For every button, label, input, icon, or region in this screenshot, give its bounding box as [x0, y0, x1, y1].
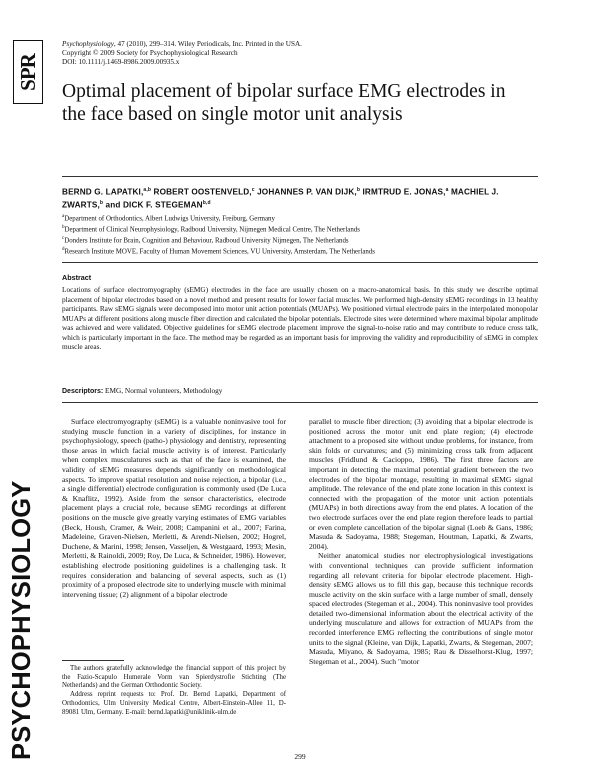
affiliation-mark: a [62, 214, 65, 220]
author-affil-mark: a [445, 187, 449, 193]
affiliation-text: Research Institute MOVE, Faculty of Human Movement Sciences, VU University, Amsterdam, The Netherlands [64, 248, 375, 256]
acknowledgment-note: The authors gratefully acknowledge the financial support of this project by the Fazio-Scapulo Humerale Vorm van Spierdystrofie Stichting (The Netherlands) and the German Orthodontic Society. [62, 665, 286, 690]
author-name: and DICK F. STEGEMAN [103, 200, 203, 210]
affiliation [62, 224, 542, 235]
journal-name: Psychophysiology [62, 40, 114, 48]
author-affil-mark: b [99, 200, 104, 207]
citation-line [62, 40, 302, 49]
descriptors-label: Descriptors: [62, 388, 104, 395]
author-affil-mark: b [356, 187, 361, 193]
abstract-top-divider [62, 262, 538, 263]
affiliation-text: Department of Clinical Neurophysiology, Radboud University, Nijmegen Medical Centre, The Netherlands [64, 226, 360, 234]
publication-info [62, 40, 302, 68]
abstract-heading: Abstract [62, 273, 92, 282]
affiliation-list [62, 213, 542, 256]
copyright-line: Copyright © 2009 Society for Psychophysiological Research [62, 49, 238, 58]
author-affil-mark: b,d [202, 200, 211, 207]
body-paragraph: Neither anatomical studies nor electrophysiological investigations with conventional techniques can provide sufficient information regarding all relevant criteria for bipolar electrode placement. High-density sEMG allows us to fill this gap, because this technique records muscle activity on the skin surface with a large number of small, densely spaced electrodes (Stegeman et al., 2004). This noninvasive tool provides detailed two-dimensional information about the electrical activity of the underlying musculature and allows for extraction of MUAPs from the recorded interference EMG reflecting the contributions of single motor units to the signal (Kleine, van Dijk, Lapatki, Zwarts, & Stegeman, 2007; Masuda, Miyano, & Sadoyama, 1985; Rau & Disselhorst-Klug, 1997; Stegeman et al., 2004). Such "motor [309, 551, 533, 666]
affiliation-mark: b [62, 225, 65, 231]
body-paragraph: Surface electromyography (sEMG) is a valuable noninvasive tool for studying muscle function in a variety of disciplines, for instance in psychophysiology, speech (patho-) physiology and dentistry, representing those areas in which facial muscle activity is of interest. Particularly when complex musculatures such as that of the face is examined, the validity of sEMG measures depends significantly on methodological aspects. To improve spatial resolution and noise rejection, a bipolar (i.e., a single differential) electrode configuration is commonly used (De Luca & Knaflitz, 1992). Aside from the sensor characteristics, electrode placement plays a crucial role, because sEMG recordings at different positions on the muscle give greatly varying estimates of EMG variables (Beck, Housh, Cramer, & Weir, 2008; Campanini et al., 2007; Farina, Madeleine, Graven-Nielsen, Merletti, & Arendt-Nielsen, 2002; Hogrel, Duchene, & Marini, 1998; Jensen, Vasseljen, & Westgaard, 1993; Mesin, Merletti, & Rainoldi, 2009; Roy, De Luca, & Schneider, 1986). However, establishing electrode positioning guidelines is a challenging task. It requires consideration and balancing of several aspects, such as (1) proximity of a proposed electrode site to underlying muscle with minimal intervening tissue; (2) alignment of a bipolar electrode [62, 417, 286, 599]
article-title: Optimal placement of bipolar surface EMG electrodes in the face based on single motor unit analysis [62, 81, 506, 125]
affiliation-mark: d [62, 246, 65, 252]
affiliation [62, 213, 542, 224]
author-name: BERND G. LAPATKI, [62, 187, 144, 197]
abstract-bottom-divider [62, 402, 538, 403]
citation-details: , 47 (2010), 299–314. Wiley Periodicals, Inc. Printed in the USA. [113, 40, 302, 48]
body-paragraph: parallel to muscle fiber direction; (3) avoiding that a bipolar electrode is positioned across the motor unit end plate region; (4) electrode attachment to a proposed site without undue problems, for instance, from skin folds or curvatures; and (5) minimizing cross talk from adjacent muscles (Fridlund & Cacioppo, 1986). The first three factors are important in detecting the maximal potential gradient between the two electrodes of the bipolar montage, resulting in maximal sEMG signal amplitude. The relevance of the end plate zone location in this context is connected with the propagation of the motor unit action potentials (MUAPs) in both directions away from the end plates. A location of the two electrode surfaces over the end plate region therefore leads to partial or even complete cancellation of the bipolar signal (Loeb & Gans, 1986; Masuda & Sadoyama, 1988; Stegeman, Houtman, Lapatki, & Zwarts, 2004). [309, 417, 533, 551]
abstract-text: Locations of surface electromyography (sEMG) electrodes in the face are usually chosen on a macro-anatomical basis. In this study we describe optimal placement of bipolar electrodes based on a novel method and present results for lower facial muscles. We performed high-density sEMG recordings in 13 healthy participants. Raw sEMG signals were decomposed into motor unit action potentials (MUAPs). We positioned virtual electrode pairs in the interpolated monopolar MUAPs at different positions along muscle fiber direction and calculated the bipolar potentials. Electrode sites were determined where maximal bipolar amplitude was achieved and were validated. Objective guidelines for sEMG electrode placement improve the signal-to-noise ratio and may contribute to reduce cross talk, which is particularly important in the face. The method may be regarded as an important basis for improving the validity and reproducibility of sEMG in complex muscle areas. [62, 285, 538, 351]
footnote-divider [62, 660, 124, 661]
author-block [62, 185, 542, 257]
descriptors-text: EMG, Normal volunteers, Methodology [103, 386, 223, 395]
author-affil-mark: c [251, 187, 255, 193]
affiliation [62, 246, 542, 257]
page-number: 299 [294, 752, 306, 761]
author-name: MACHIEL J. ZWARTS, [62, 187, 499, 210]
right-column [309, 417, 533, 763]
author-name: ROBERT OOSTENVELD, [151, 187, 252, 197]
author-name: IRMTRUD E. JONAS, [360, 187, 446, 197]
title-divider [62, 176, 538, 177]
spr-logo-text: SPR [15, 53, 40, 91]
left-column-body [62, 417, 286, 667]
descriptors-line [62, 386, 222, 395]
affiliation-mark: c [62, 236, 65, 242]
author-list [62, 185, 542, 211]
spr-logo [13, 40, 43, 104]
affiliation-text: Donders Institute for Brain, Cognition and Behaviour, Radboud University Nijmegen, The Netherlands [64, 237, 349, 245]
reprint-address-note: Address reprint requests to: Prof. Dr. Bernd Lapatki, Department of Orthodontics, Ulm University Medical Centre, Albert-Einstein-Allee 11, D-89081 Ulm, Germany. E-mail: bernd.lapatki@uniklinik-ulm.de [62, 691, 286, 716]
vertical-journal-name: PSYCHOPHYSIOLOGY [8, 480, 36, 760]
author-affil-mark: a,b [143, 187, 152, 193]
author-name: JOHANNES P. VAN DIJK, [254, 187, 357, 197]
footnote [62, 665, 286, 717]
affiliation [62, 235, 542, 246]
doi-line: DOI: 10.1111/j.1469-8986.2009.00935.x [62, 58, 180, 67]
affiliation-text: Department of Orthodontics, Albert Ludwigs University, Freiburg, Germany [64, 215, 275, 223]
